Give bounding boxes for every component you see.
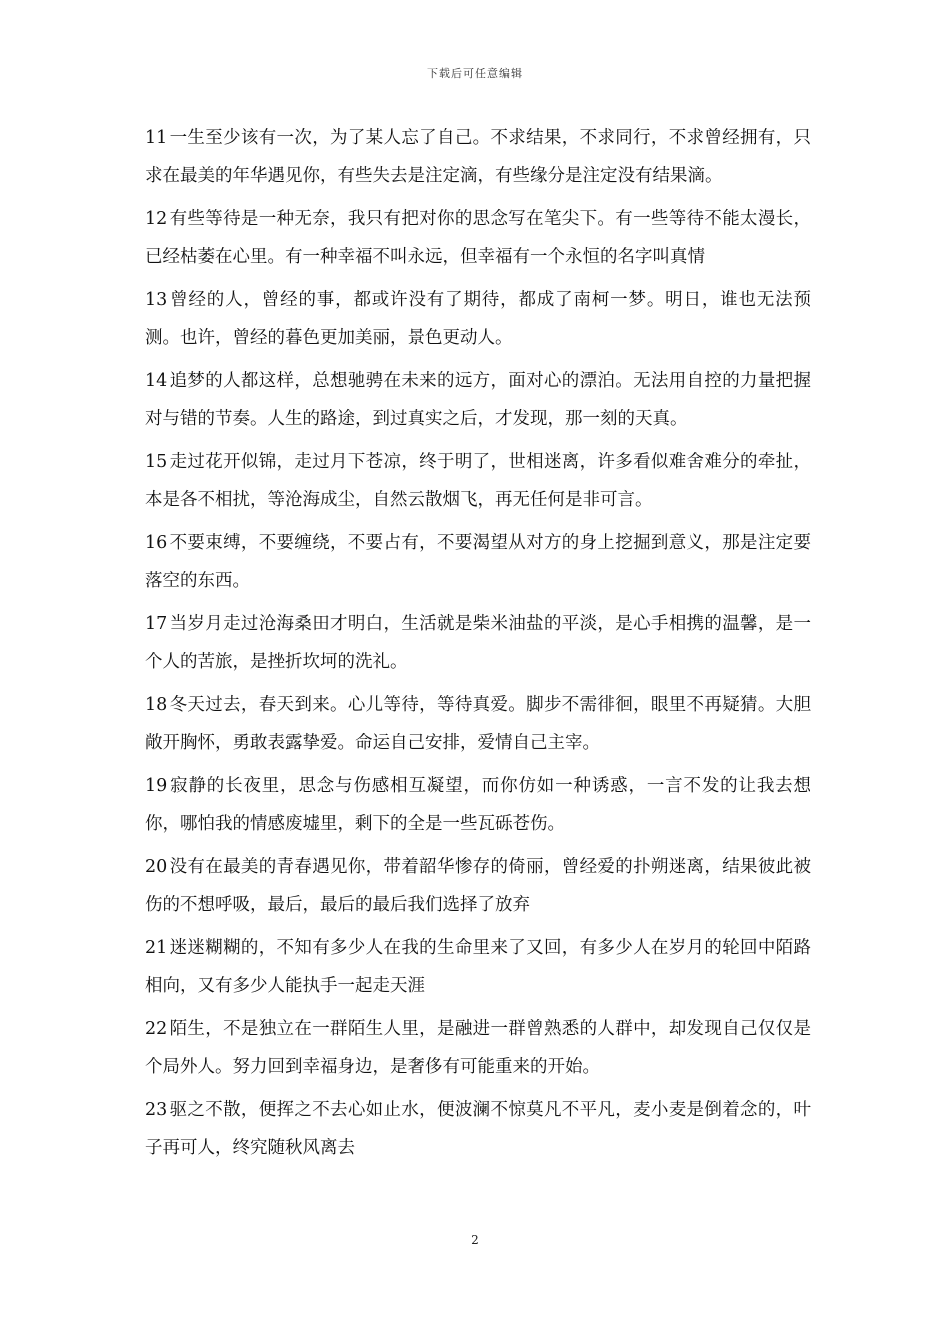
paragraph-11 <box>145 120 811 195</box>
paragraph-text: 曾经的人，曾经的事，都或许没有了期待，都成了南柯一梦。明日，谁也无法预测。也许，曾经的暮色更加美丽，景色更动人。 <box>145 290 811 348</box>
paragraph-19 <box>145 768 811 843</box>
paragraph-number: 15 <box>145 452 168 472</box>
paragraph-text: 冬天过去，春天到来。心儿等待，等待真爱。脚步不需徘徊，眼里不再疑猜。大胆敞开胸怀，勇敢表露挚爱。命运自己安排，爱情自己主宰。 <box>145 695 811 753</box>
paragraph-text: 不要束缚，不要缠绕，不要占有，不要渴望从对方的身上挖掘到意义，那是注定要落空的东西。 <box>145 533 811 591</box>
paragraph-20 <box>145 849 811 924</box>
page-header: 下载后可任意编辑 <box>427 67 523 80</box>
paragraph-text: 当岁月走过沧海桑田才明白，生活就是柴米油盐的平淡，是心手相携的温馨，是一个人的苦旅，是挫折坎坷的洗礼。 <box>145 614 811 672</box>
paragraph-21 <box>145 930 811 1005</box>
paragraph-text: 驱之不散，便挥之不去心如止水，便波澜不惊莫凡不平凡，麦小麦是倒着念的，叶子再可人，终究随秋风离去 <box>145 1100 811 1158</box>
paragraph-text: 没有在最美的青春遇见你，带着韶华惨存的倚丽，曾经爱的扑朔迷离，结果彼此被伤的不想呼吸，最后，最后的最后我们选择了放弃 <box>145 857 811 915</box>
paragraph-number: 18 <box>145 695 168 715</box>
paragraph-15 <box>145 444 811 519</box>
paragraph-text: 走过花开似锦，走过月下苍凉，终于明了，世相迷离，许多看似难舍难分的牵扯，本是各不相扰，等沧海成尘，自然云散烟飞，再无任何是非可言。 <box>145 452 811 510</box>
paragraph-text: 有些等待是一种无奈，我只有把对你的思念写在笔尖下。有一些等待不能太漫长，已经枯萎在心里。有一种幸福不叫永远，但幸福有一个永恒的名字叫真情 <box>145 209 811 267</box>
paragraph-number: 16 <box>145 533 168 553</box>
paragraph-16 <box>145 525 811 600</box>
paragraph-number: 19 <box>145 776 168 796</box>
paragraph-text: 陌生，不是独立在一群陌生人里，是融进一群曾熟悉的人群中，却发现自己仅仅是个局外人。努力回到幸福身边，是奢侈有可能重来的开始。 <box>145 1019 811 1077</box>
paragraph-number: 23 <box>145 1100 168 1120</box>
paragraph-text: 一生至少该有一次，为了某人忘了自己。不求结果，不求同行，不求曾经拥有，只求在最美的年华遇见你，有些失去是注定滴，有些缘分是注定没有结果滴。 <box>145 128 811 186</box>
paragraph-number: 11 <box>145 128 168 148</box>
page-number: 2 <box>471 1233 479 1247</box>
paragraph-14 <box>145 363 811 438</box>
paragraph-text: 追梦的人都这样，总想驰骋在未来的远方，面对心的漂泊。无法用自控的力量把握对与错的节奏。人生的路途，到过真实之后，才发现，那一刻的天真。 <box>145 371 811 429</box>
paragraph-18 <box>145 687 811 762</box>
paragraph-22 <box>145 1011 811 1086</box>
paragraph-text: 寂静的长夜里，思念与伤感相互凝望，而你仿如一种诱惑，一言不发的让我去想你，哪怕我的情感废墟里，剩下的全是一些瓦砾苍伤。 <box>145 776 811 834</box>
paragraph-17 <box>145 606 811 681</box>
paragraph-number: 12 <box>145 209 168 229</box>
paragraph-number: 13 <box>145 290 168 310</box>
paragraph-number: 21 <box>145 938 168 958</box>
paragraph-text: 迷迷糊糊的，不知有多少人在我的生命里来了又回，有多少人在岁月的轮回中陌路相向，又有多少人能执手一起走天涯 <box>145 938 811 996</box>
paragraph-number: 20 <box>145 857 168 877</box>
paragraph-number: 17 <box>145 614 168 634</box>
paragraph-23 <box>145 1092 811 1167</box>
paragraph-number: 22 <box>145 1019 168 1039</box>
paragraph-12 <box>145 201 811 276</box>
paragraph-number: 14 <box>145 371 168 391</box>
paragraph-13 <box>145 282 811 357</box>
document-body <box>145 120 811 1173</box>
